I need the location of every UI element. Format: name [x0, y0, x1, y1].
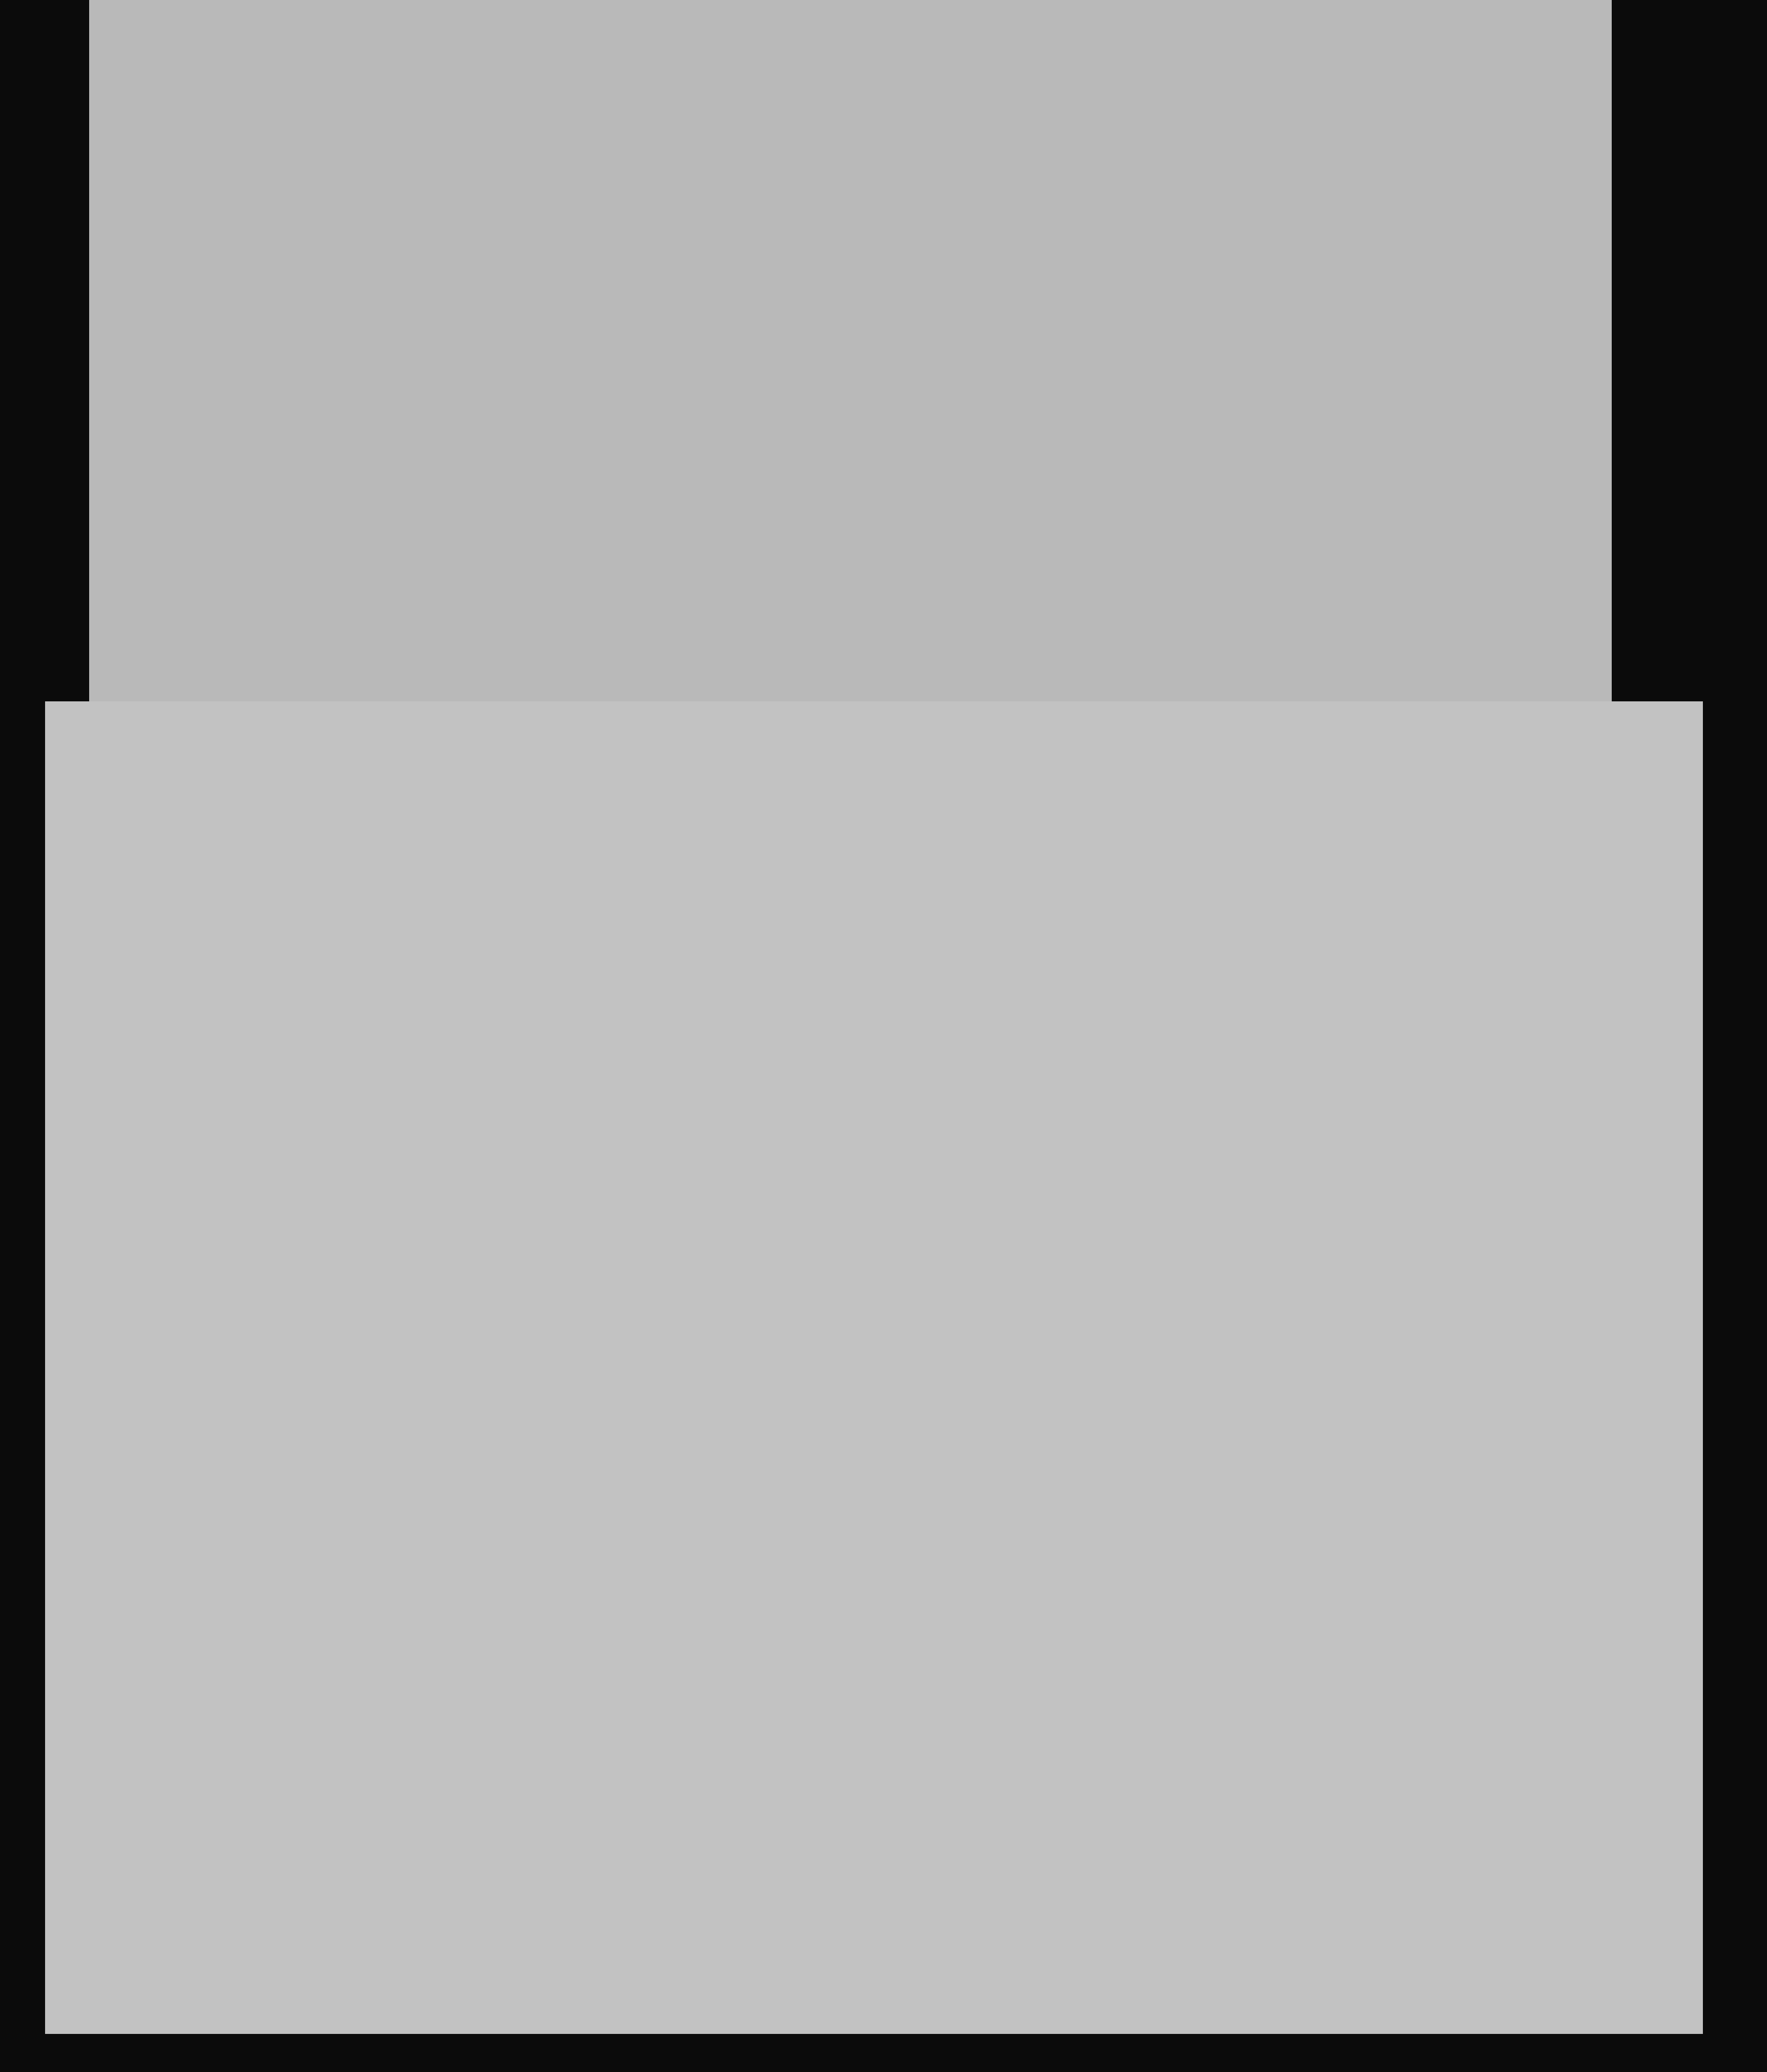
film-edge-strip	[0, 2039, 1767, 2072]
